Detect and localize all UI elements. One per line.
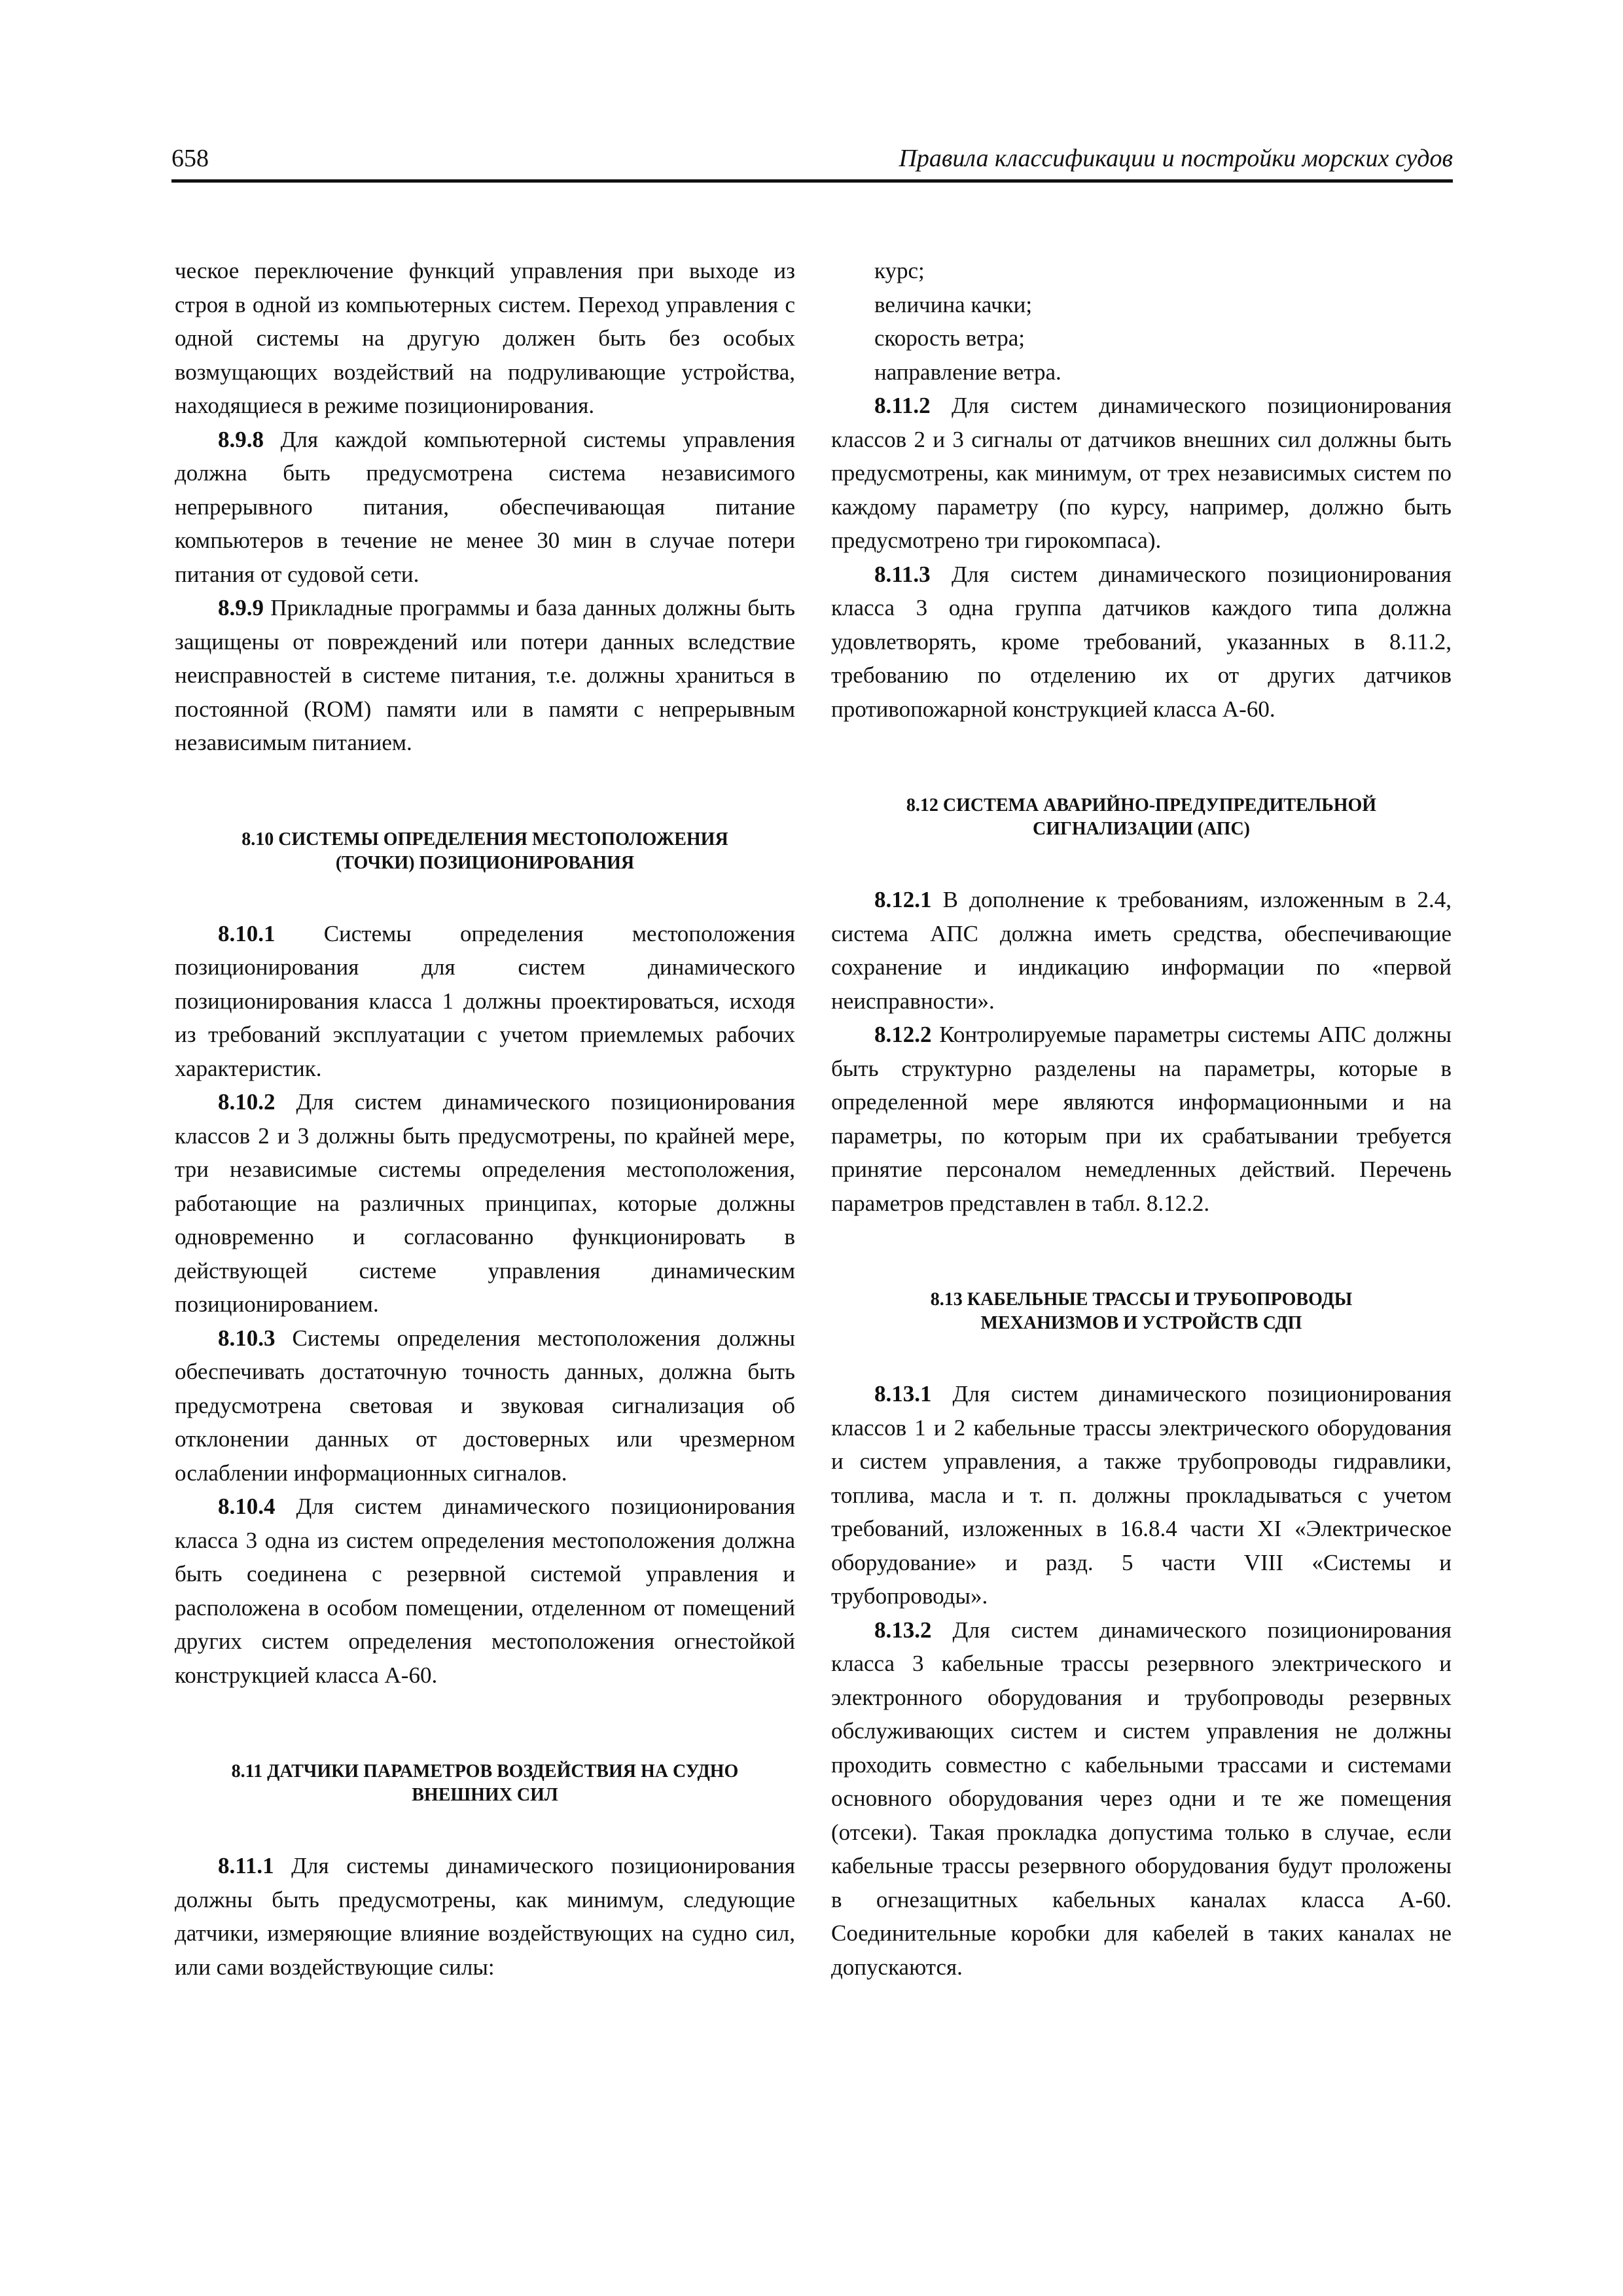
clause-number: 8.11.3 (874, 561, 931, 587)
section-heading-8-13 (831, 1288, 1452, 1335)
clause-text: Прикладные программы и база данных должны быть защищены от повреждений или потери данных вследствие неисправностей в системе питания, т.е. должны храниться в постоянной (ROM) памяти или в памяти с непрерывным независимым питанием. (175, 595, 795, 755)
paragraph-8-12-2 (831, 1018, 1452, 1220)
paragraph-8-12-1 (831, 883, 1452, 1018)
clause-text: Для системы динамического позиционирования должны быть предусмотрены, как минимум, следующие датчики, измеряющие влияние воздействующих на судно сил, или сами воздействующие силы: (175, 1853, 795, 1980)
paragraph-8-9-8 (175, 423, 795, 592)
list-item: курс; (874, 258, 925, 283)
page-header (171, 143, 1453, 183)
section-heading-8-12 (831, 794, 1452, 841)
clause-text: Для систем динамического позиционирования класса 3 кабельные трассы резервного электрического и электронного оборудования и трубопроводы резервных обслуживающих систем и систем управления не должны проходить совместно с кабельными трассами и системами основного оборудования через одни и те же помещения (отсеки). Такая прокладка допустима только в случае, если кабельные трассы резервного оборудования будут проложены в огнезащитных кабельных каналах класса А-60. Соединительные коробки для кабелей в таких каналах не допускаются. (831, 1617, 1452, 1980)
paragraph-8-10-2 (175, 1085, 795, 1321)
clause-number: 8.12.1 (874, 887, 932, 912)
paragraph-8-11-3 (831, 558, 1452, 726)
paragraph-8-10-1 (175, 917, 795, 1086)
paragraph-8-11-1 (175, 1849, 795, 1984)
heading-line: (ТОЧКИ) ПОЗИЦИОНИРОВАНИЯ (335, 852, 635, 873)
clause-text: Для систем динамического позиционирования классов 2 и 3 должны быть предусмотрены, по крайней мере, три независимые системы определения местоположения, работающие на различных принципах, которые должны одновременно и согласованно функционировать в действующей системе управления динамическим позиционированием. (175, 1089, 795, 1317)
clause-text: Для систем динамического позиционирования классов 1 и 2 кабельные трассы электрического оборудования и систем управления, а также трубопроводы гидравлики, топлива, масла и т. п. должны прокладываться с учетом требований, изложенных в 16.8.4 части XI «Электрическое оборудование» и разд. 5 части VIII «Системы и трубопроводы». (831, 1381, 1452, 1609)
heading-line: ВНЕШНИХ СИЛ (412, 1785, 558, 1805)
clause-number: 8.11.1 (218, 1853, 274, 1878)
left-column (175, 254, 795, 1984)
heading-line: 8.10 СИСТЕМЫ ОПРЕДЕЛЕНИЯ МЕСТОПОЛОЖЕНИЯ (241, 829, 728, 850)
clause-number: 8.10.1 (218, 920, 276, 946)
clause-number: 8.10.3 (218, 1325, 276, 1351)
heading-line: 8.13 КАБЕЛЬНЫЕ ТРАССЫ И ТРУБОПРОВОДЫ (930, 1289, 1353, 1310)
paragraph-8-11-2 (831, 389, 1452, 558)
clause-number: 8.10.2 (218, 1089, 276, 1115)
clause-text: В дополнение к требованиям, изложенным в 2.4, система АПС должна иметь средства, обеспечивающие сохранение и индикацию информации по «первой неисправности». (831, 887, 1452, 1014)
paragraph-8-10-3 (175, 1321, 795, 1490)
list-item: направление ветра. (874, 359, 1061, 385)
clause-text: Системы определения местоположения позиционирования для систем динамического позиционирования класса 1 должны проектироваться, исходя из требований эксплуатации с учетом приемлемых рабочих характеристик. (175, 920, 795, 1081)
clause-text: Для каждой компьютерной системы управления должна быть предусмотрена система независимого непрерывного питания, обеспечивающая питание компьютеров в течение не менее 30 мин в случае потери питания от судовой сети. (175, 426, 795, 587)
section-heading-8-10 (175, 828, 795, 875)
paragraph-8-9-9 (175, 591, 795, 760)
paragraph-8-13-2 (831, 1613, 1452, 1984)
heading-line: 8.11 ДАТЧИКИ ПАРАМЕТРОВ ВОЗДЕЙСТВИЯ НА СУДНО (231, 1761, 739, 1782)
running-title: Правила классификации и постройки морских судов (899, 145, 1453, 172)
list-item: скорость ветра; (874, 325, 1026, 351)
right-column (831, 254, 1452, 1984)
clause-number: 8.9.8 (218, 426, 264, 452)
paragraph-8-13-1 (831, 1377, 1452, 1613)
clause-number: 8.11.2 (874, 393, 931, 418)
clause-text: Для систем динамического позиционирования класса 3 одна из систем определения местоположения должна быть соединена с резервной системой управления и расположена в особом помещении, отделенном от помещений других систем определения местоположения огнестойкой конструкцией класса А-60. (175, 1494, 795, 1688)
paragraph-continuation: ческое переключение функций управления при выходе из строя в одной из компьютерных систем. Переход управления с одной системы на другую должен быть без особых возмущающих воздействий на подруливающие устройства, находящиеся в режиме позиционирования. (175, 258, 795, 418)
heading-line: СИГНАЛИЗАЦИИ (АПС) (1033, 819, 1250, 839)
section-heading-8-11 (175, 1760, 795, 1807)
heading-line: 8.12 СИСТЕМА АВАРИЙНО-ПРЕДУПРЕДИТЕЛЬНОЙ (906, 795, 1377, 816)
clause-number: 8.12.2 (874, 1022, 932, 1047)
page-number: 658 (171, 145, 209, 172)
clause-text: Для систем динамического позиционирования класса 3 одна группа датчиков каждого типа должна удовлетворять, кроме требований, указанных в 8.11.2, требованию по отделению их от других датчиков противопожарной конструкцией класса А-60. (831, 561, 1452, 722)
clause-text: Для систем динамического позиционирования классов 2 и 3 сигналы от датчиков внешних сил должны быть предусмотрены, как минимум, от трех независимых систем по каждому параметру (по курсу, например, должно быть предусмотрено три гирокомпаса). (831, 393, 1452, 553)
clause-number: 8.13.2 (874, 1617, 932, 1643)
list-item: величина качки; (874, 291, 1033, 317)
clause-number: 8.10.4 (218, 1494, 276, 1519)
heading-line: МЕХАНИЗМОВ И УСТРОЙСТВ СДП (980, 1313, 1302, 1333)
clause-number: 8.13.1 (874, 1381, 932, 1407)
paragraph-8-10-4 (175, 1490, 795, 1692)
clause-number: 8.9.9 (218, 595, 264, 620)
clause-text: Контролируемые параметры системы АПС должны быть структурно разделены на параметры, которые в определенной мере являются информационными и на параметры, по которым при их срабатывании требуется принятие персоналом немедленных действий. Перечень параметров представлен в табл. 8.12.2. (831, 1022, 1452, 1216)
clause-text: Системы определения местоположения должны обеспечивать достаточную точность данных, должна быть предусмотрена световая и звуковая сигнализация об отклонении данных от достоверных или чрезмерном ослаблении информационных сигналов. (175, 1325, 795, 1486)
